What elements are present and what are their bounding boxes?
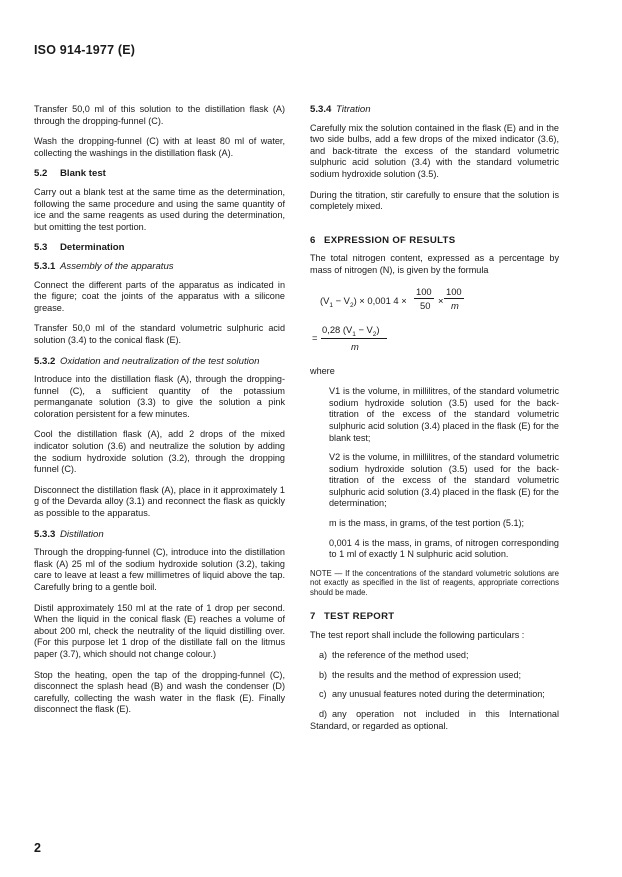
heading-5-3: [34, 242, 285, 254]
paragraph-introduce: Introduce into the distillation flask (A), through the dropping-funnel (C), a sufficient quantity of the potassium permanganate solution (3.3) to give the solution a pink coloration persistent for a few minutes.: [34, 374, 285, 419]
heading-5-2: [34, 168, 285, 180]
list-item: b) the results and the method of expression used;: [319, 669, 522, 680]
heading-number: 5.3.4: [310, 104, 332, 115]
fraction-1-numerator: 100: [416, 285, 432, 297]
right-column: [310, 104, 559, 740]
heading-title: Distillation: [60, 528, 104, 540]
nitrogen-formula: [310, 286, 559, 364]
definition-m: m is the mass, in grams, of the test portion (5.1);: [329, 518, 525, 529]
page-number: 2: [34, 841, 41, 855]
heading-title: Blank test: [60, 168, 106, 180]
fraction-3-bar: [321, 338, 387, 339]
fraction-1-denominator: 50: [420, 299, 431, 311]
fraction-2-numerator: 100: [446, 285, 462, 297]
heading-number: 5.3.1: [34, 260, 56, 272]
list-item: a) the reference of the method used;: [319, 650, 469, 661]
formula-equals: =: [312, 331, 318, 343]
formula-line-1: $(V_1 - V_2) \times 0,001$ 4 ×: [320, 294, 407, 309]
variable-definitions: [329, 386, 559, 561]
paragraph-mix: Carefully mix the solution contained in the flask (E) and in the two side bulbs, add a few drops of the mixed indicator (3.6), and back-titrate the excess of the standard volumetric sulphuric acid solution (3.4) with the standard volumetric sodium hydroxide solution (3.5).: [310, 122, 559, 179]
heading-title: Titration: [336, 104, 371, 115]
heading-number: 5.3.3: [34, 528, 56, 540]
section-title: EXPRESSION OF RESULTS: [324, 234, 456, 246]
paragraph-wash: Wash the dropping-funnel (C) with at least 80 ml of water, collecting the washings in the distillation flask (A).: [34, 136, 285, 158]
fraction-2-denominator: m: [451, 299, 459, 311]
definition-constant: 0,001 4 is the mass, in grams, of nitrogen corresponding to 1 ml of exactly 1 N sulphuric acid solution.: [329, 537, 559, 560]
fraction-1-bar: [414, 298, 434, 299]
paragraph-where: where: [310, 365, 335, 376]
section-title: TEST REPORT: [324, 611, 395, 623]
paragraph-total-nitrogen: The total nitrogen content, expressed as a percentage by mass of nitrogen (N), is given by the formula: [310, 253, 559, 275]
section-7-heading: [310, 611, 559, 623]
heading-5-3-4: [310, 104, 559, 116]
definition-v1: V1 is the volume, in millilitres, of the standard volumetric sodium hydroxide solution (3.5) used for the back-titration of the excess of the standard volumetric sulphuric acid solution (3.4) placed in the flask (E) for the blank test;: [329, 386, 559, 443]
section-6-heading: [310, 235, 559, 247]
paragraph-blank-test: Carry out a blank test at the same time as the determination, following the same procedure and using the same quantity of ice and the same reagents as used during the determination, but omitting the test portion.: [34, 186, 285, 232]
document-header: ISO 914-1977 (E): [34, 43, 136, 57]
heading-title: Oxidation and neutralization of the test solution: [60, 355, 260, 367]
fraction-2-bar: [444, 298, 464, 299]
list-item: d) any operation not included in this International Standard, or regarded as optional.: [310, 709, 559, 731]
heading-title: Assembly of the apparatus: [60, 260, 174, 272]
paragraph-stop: Stop the heating, open the tap of the dropping-funnel (C), disconnect the splash head (B) and wash the condenser (D) carefully, collecting the wash water in the flask (E). Finally disconnect the flask (E).: [34, 669, 285, 715]
fraction-3-numerator: 0,28 $(V_1 - V_2)$: [322, 323, 380, 338]
paragraph-through: Through the dropping-funnel (C), introduce into the distillation flask (A) 25 ml of the sodium hydroxide solution (3.2), taking care to leave at least a few millimetres of liquid above the tap. Carefully bring to a gentle boil.: [34, 547, 285, 592]
section-number: 7: [310, 611, 316, 623]
paragraph-connect: Connect the different parts of the apparatus as indicated in the figure; coat the joints of the apparatus with a silicone grease.: [34, 279, 285, 313]
definition-v2: V2 is the volume, in millilitres, of the standard volumetric sodium hydroxide solution (3.5) used for the back-titration of the excess of the standard volumetric sulphuric acid solution (3.4) placed in the flask (E) for the determination;: [329, 452, 559, 509]
paragraph-distil: Distil approximately 150 ml at the rate of 1 drop per second. When the liquid in the conical flask (E) reaches a volume of about 200 ml, check the neutrality of the liquid distilling over. (For this purpose let 1 drop of the distillate fall on the litmus paper (3.7), which should not change colour.): [34, 602, 285, 659]
paragraph-disconnect: Disconnect the distillation flask (A), place in it approximately 1 g of the Devarda alloy (3.1) and reconnect the flask as quickly as possible to the apparatus.: [34, 484, 285, 519]
paragraph-during: During the titration, stir carefully to ensure that the solution is completely mixed.: [310, 189, 559, 212]
report-items-list: [310, 650, 559, 732]
heading-5-3-2: [34, 356, 285, 368]
left-column: [34, 104, 285, 725]
paragraph-transfer: Transfer 50,0 ml of this solution to the distillation flask (A) through the dropping-funnel (C).: [34, 104, 285, 126]
formula-times: ×: [438, 294, 444, 306]
section-number: 6: [310, 234, 316, 246]
note: NOTE — If the concentrations of the standard volumetric solutions are not exactly as specified in the list of reagents, appropriate corrections should be made.: [310, 568, 559, 597]
heading-5-3-3: [34, 529, 285, 541]
paragraph-cool: Cool the distillation flask (A), add 2 drops of the mixed indicator solution (3.6) and neutralize the solution by adding the sodium hydroxide solution (3.2), through the dropping funnel (C).: [34, 429, 285, 475]
fraction-3-denominator: m: [351, 340, 359, 352]
heading-number: 5.3: [34, 242, 48, 254]
heading-number: 5.2: [34, 168, 48, 180]
paragraph-report: The test report shall include the following particulars :: [310, 629, 525, 640]
list-item: c) any unusual features noted during the determination;: [319, 689, 545, 700]
heading-5-3-1: [34, 261, 285, 273]
heading-title: Determination: [60, 242, 125, 254]
heading-number: 5.3.2: [34, 355, 56, 367]
paragraph-transfer-acid: Transfer 50,0 ml of the standard volumetric sulphuric acid solution (3.4) to the conical flask (E).: [34, 323, 285, 345]
